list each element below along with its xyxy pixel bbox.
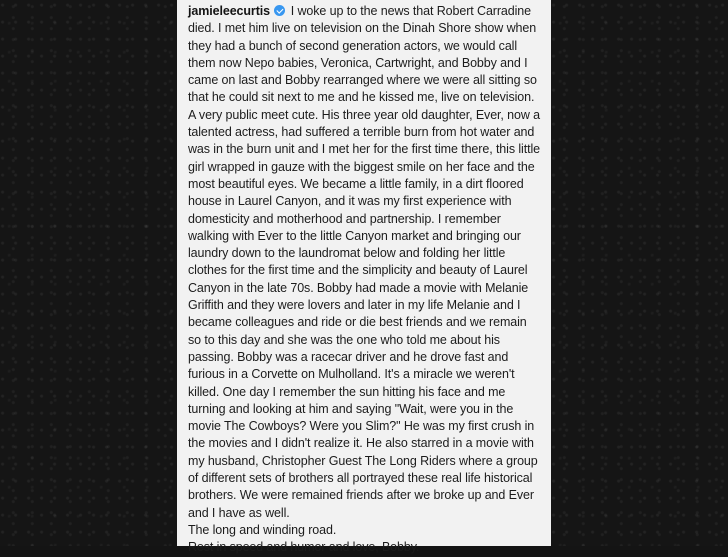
username-link[interactable]: jamieleecurtis (188, 4, 270, 18)
background-right-panel (551, 0, 728, 546)
background-left-panel (0, 0, 177, 546)
post-caption (188, 3, 541, 557)
caption-line-farewell: Rest in speed and humor and love, Bobby. (188, 540, 420, 555)
caption-body: I woke up to the news that Robert Carradine died. I met him live on television on the Dinah Shore show when they had a bunch of second generation actors, we would call them now Nepo babies, Veronica, Cartwright, and Bobby and I came on last and Bobby rearranged where we were all sitting so that he could sit next to me and he kissed me, live on television. A very public meet cute. His three year old daughter, Ever, now a talented actress, had suffered a terrible burn from hot water and was in the burn unit and I met her for the first time there, this little girl wrapped in gauze with the biggest smile on her face and the most beautiful eyes. We became a little family, in a dirt floored house in Laurel Canyon, and it was my first experience with domesticity and motherhood and partnership. I remember walking with Ever to the little Canyon market and bringing our laundry down to the laundromat below and folding her little clothes for the first time and the simplicity and beauty of Laurel Canyon in the late 70s. Bobby had made a movie with Melanie Griffith and they were lovers and later in my life Melanie and I became colleagues and ride or die best friends and we remain so to this day and she was the one who told me about his passing. Bobby was a racecar driver and he drove fast and furious in a Corvette on Mulholland. It's a miracle we weren't killed. One day I remember the sun hitting his face and me turning and looking at him and saying "Wait, were you in the movie The Cowboys? Were you Slim?" He was my first crush in the movies and I didn't realize it. He also starred in a movie with my husband, Christopher Guest The Long Riders where a group of different sets of brothers all portrayed these real life historical brothers. We were remained friends after we broke up and Ever and I have as well. (188, 4, 541, 520)
caption-line-road: The long and winding road. (188, 522, 337, 537)
verified-badge-icon (274, 5, 285, 16)
caption-card (177, 0, 551, 555)
